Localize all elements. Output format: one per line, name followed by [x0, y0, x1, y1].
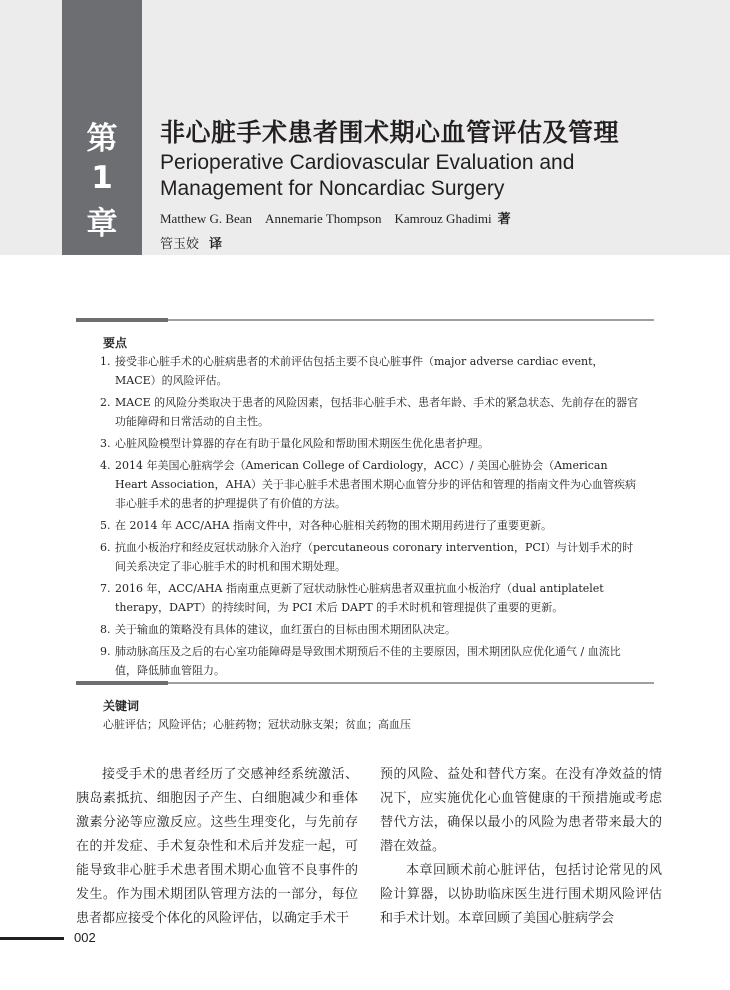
key-point-number: 3. — [100, 437, 111, 450]
key-point-number: 2. — [100, 396, 111, 409]
key-point-item — [100, 434, 640, 453]
key-point-item — [100, 538, 640, 576]
chapter-prefix: 第 — [86, 121, 118, 157]
key-point-text: MACE 的风险分类取决于患者的风险因素，包括非心脏手术、患者年龄、手术的紧急状态、先前存在的器官功能障碍和日常活动的自主性。 — [115, 396, 639, 428]
key-points-list — [100, 352, 640, 683]
key-point-item — [100, 352, 640, 390]
key-point-item — [100, 456, 640, 513]
body-paragraph: 本章回顾术前心脏评估，包括讨论常见的风险计算器，以协助临床医生进行围术期风险评估和手术计划。本章回顾了美国心脏病学会 — [380, 863, 662, 926]
key-point-text: 抗血小板治疗和经皮冠状动脉介入治疗（percutaneous coronary intervention，PCI）与计划手术的时间关系决定了非心脏手术的时机和围术期处理。 — [115, 541, 634, 573]
body-paragraph-continuation: 预的风险、益处和替代方案。在没有净效益的情况下，应实施优化心血管健康的干预措施或考虑替代方法，确保以最小的风险为患者带来最大的潜在效益。 — [380, 767, 662, 854]
keywords-top-rule — [76, 682, 654, 684]
author-line — [160, 208, 511, 227]
chapter-number: 1 — [91, 160, 113, 196]
author-role: 著 — [497, 212, 511, 227]
key-point-text: 2014 年美国心脏病学会（American College of Cardiology，ACC）/ 美国心脏协会（American Heart Association，AHA）关于非心脏手术患者围术期心血管分步的评估和管理的指南文件为心血管疾病非心脏手术的患者的护理提供了有价值的方法。 — [115, 459, 637, 510]
keywords-heading: 关键词 — [103, 699, 140, 713]
translator-name: 管玉姣 — [160, 237, 200, 252]
key-point-text: 关于输血的策略没有具体的建议，血红蛋白的目标由围术期团队决定。 — [115, 623, 456, 636]
keywords-text: 心脏评估；风险评估；心脏药物；冠状动脉支架；贫血；高血压 — [103, 718, 411, 731]
key-point-number: 6. — [100, 541, 111, 554]
key-point-item — [100, 516, 640, 535]
key-point-text: 在 2014 年 ACC/AHA 指南文件中，对各种心脏相关药物的围术期用药进行了重要更新。 — [115, 519, 552, 532]
key-point-text: 2016 年，ACC/AHA 指南重点更新了冠状动脉性心脏病患者双重抗血小板治疗（dual antiplatelet therapy，DAPT）的持续时间，为 PCI 术后 DAPT 的手术时机和管理提供了重要的更新。 — [115, 582, 604, 614]
translator-role: 译 — [209, 237, 223, 252]
key-point-text: 肺动脉高压及之后的右心室功能障碍是导致围术期预后不佳的主要原因，围术期团队应优化通气 / 血流比值，降低肺血管阻力。 — [115, 645, 621, 677]
key-point-text: 接受非心脏手术的心脏病患者的术前评估包括主要不良心脏事件（major adverse cardiac event，MACE）的风险评估。 — [115, 355, 604, 387]
key-point-item — [100, 620, 640, 639]
key-point-number: 8. — [100, 623, 111, 636]
chapter-suffix: 章 — [86, 206, 118, 242]
body-column-right — [380, 763, 662, 931]
key-point-number: 5. — [100, 519, 111, 532]
key-points-heading: 要点 — [103, 336, 128, 350]
key-point-number: 4. — [100, 459, 111, 472]
key-point-number: 1. — [100, 355, 111, 368]
chapter-tab — [62, 0, 142, 255]
key-point-item — [100, 579, 640, 617]
body-column-left — [76, 763, 358, 931]
chapter-title-english: Perioperative Cardiovascular Evaluation and Management for Noncardiac Surgery — [160, 151, 575, 200]
key-points-top-rule — [76, 319, 654, 321]
author-names: Matthew G. Bean Annemarie Thompson Kamrouz Ghadimi — [160, 211, 492, 226]
page-number: 002 — [74, 930, 96, 945]
key-point-number: 9. — [100, 645, 111, 658]
key-point-item — [100, 393, 640, 431]
key-point-item — [100, 642, 640, 680]
translator-line — [160, 233, 222, 252]
key-point-number: 7. — [100, 582, 111, 595]
footer-bar — [0, 937, 64, 940]
body-paragraph: 接受手术的患者经历了交感神经系统激活、胰岛素抵抗、细胞因子产生、白细胞减少和垂体激素分泌等应激反应。这些生理变化，与先前存在的并发症、手术复杂性和术后并发症一起，可能导致非心脏手术患者围术期心血管不良事件的发生。作为围术期团队管理方法的一部分，每位患者都应接受个体化的风险评估，以确定手术干 — [76, 767, 358, 926]
chapter-title-chinese: 非心脏手术患者围术期心血管评估及管理 — [160, 118, 620, 147]
key-point-text: 心脏风险模型计算器的存在有助于量化风险和帮助围术期医生优化患者护理。 — [115, 437, 489, 450]
